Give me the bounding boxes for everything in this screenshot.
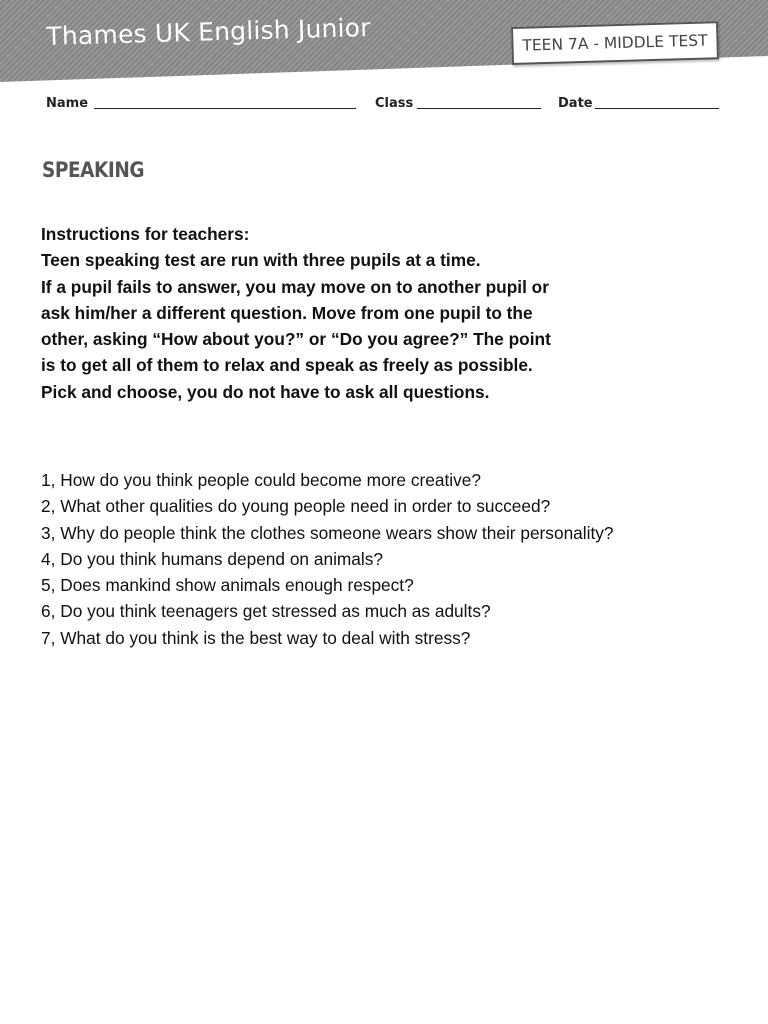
date-field-line[interactable] xyxy=(595,108,719,109)
brand-title: Thames UK English Junior xyxy=(46,12,372,51)
class-label: Class xyxy=(375,96,414,111)
test-label-tag xyxy=(511,21,719,65)
name-label: Name xyxy=(46,96,89,111)
question-item: 5, Does mankind show animals enough respect? xyxy=(41,575,414,596)
instruction-line: is to get all of them to relax and speak as freely as possible. xyxy=(41,355,533,376)
date-label: Date xyxy=(558,96,593,111)
name-field-line[interactable] xyxy=(94,108,356,109)
instruction-line: other, asking “How about you?” or “Do you agree?” The point xyxy=(41,329,551,350)
instruction-line: ask him/her a different question. Move from one pupil to the xyxy=(41,302,533,323)
question-item: 6, Do you think teenagers get stressed as much as adults? xyxy=(41,601,491,622)
section-title: SPEAKING xyxy=(42,158,145,182)
class-field-line[interactable] xyxy=(417,108,541,109)
instruction-line: Teen speaking test are run with three pupils at a time. xyxy=(41,250,481,271)
question-item: 7, What do you think is the best way to deal with stress? xyxy=(41,627,471,648)
student-info-fields xyxy=(46,94,726,114)
teacher-instructions xyxy=(41,221,741,405)
instruction-line: If a pupil fails to answer, you may move on to another pupil or xyxy=(41,276,549,297)
instruction-line: Instructions for teachers: xyxy=(41,224,250,244)
question-item: 2, What other qualities do young people need in order to succeed? xyxy=(41,496,551,517)
instruction-line: Pick and choose, you do not have to ask all questions. xyxy=(41,381,490,402)
question-item: 3, Why do people think the clothes someone wears show their personality? xyxy=(41,522,614,543)
question-item: 1, How do you think people could become more creative? xyxy=(41,470,481,490)
test-label-text: TEEN 7A - MIDDLE TEST xyxy=(522,31,708,55)
question-item: 4, Do you think humans depend on animals? xyxy=(41,548,384,569)
question-list xyxy=(41,467,751,651)
